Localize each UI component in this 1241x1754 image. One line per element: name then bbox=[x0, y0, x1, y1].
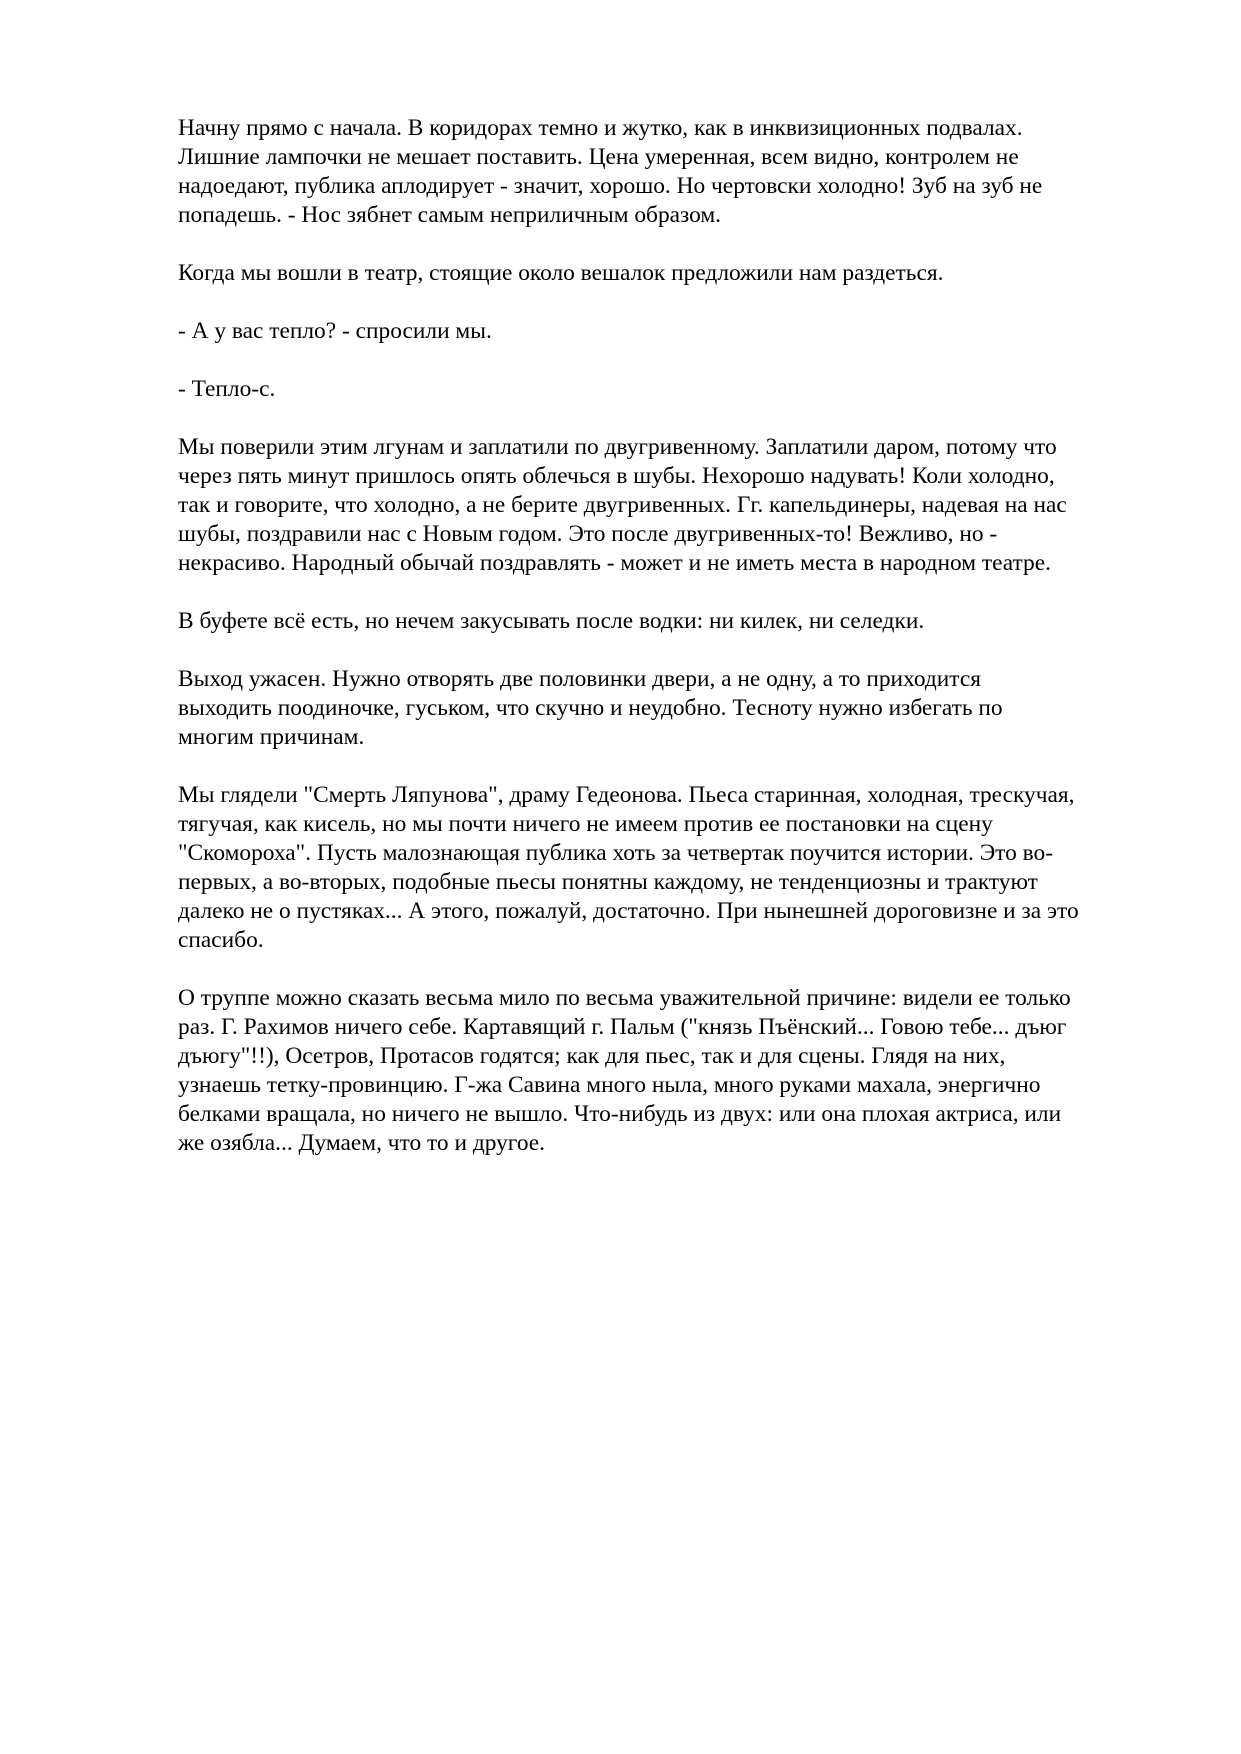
paragraph-exit bbox=[178, 665, 1163, 752]
text-line: через пять минут пришлось опять облечься в шубы. Нехорошо надувать! Коли холодно, bbox=[178, 463, 1055, 489]
text-line: Когда мы вошли в театр, стоящие около вешалок предложили нам раздеться. bbox=[178, 260, 944, 286]
paragraph-troupe bbox=[178, 984, 1163, 1158]
paragraph-dialogue-question bbox=[178, 317, 1163, 346]
paragraph-cloakroom bbox=[178, 433, 1163, 578]
text-line: некрасиво. Народный обычай поздравлять - может и не иметь места в народном театре. bbox=[178, 550, 1051, 576]
text-line: же озябла... Думаем, что то и другое. bbox=[178, 1130, 546, 1156]
text-line: Мы глядели "Смерть Ляпунова", драму Гедеонова. Пьеса старинная, холодная, трескучая, bbox=[178, 782, 1075, 808]
text-line: "Скомороха". Пусть малознающая публика хоть за четвертак поучится истории. Это во- bbox=[178, 840, 1053, 866]
text-line: многим причинам. bbox=[178, 724, 365, 750]
paragraph-play bbox=[178, 781, 1163, 955]
text-line: надоедают, публика аплодирует - значит, хорошо. Но чертовски холодно! Зуб на зуб не bbox=[178, 173, 1043, 199]
text-line: так и говорите, что холодно, а не берите двугривенных. Гг. капельдинеры, надевая на нас bbox=[178, 492, 1067, 518]
text-line: первых, а во-вторых, подобные пьесы понятны каждому, не тенденциозны и трактуют bbox=[178, 869, 1038, 895]
text-line: - А у вас тепло? - спросили мы. bbox=[178, 318, 492, 344]
paragraph-entrance bbox=[178, 259, 1163, 288]
text-line: выходить поодиночке, гуськом, что скучно и неудобно. Тесноту нужно избегать по bbox=[178, 695, 1003, 721]
paragraph-intro bbox=[178, 114, 1163, 230]
text-line: В буфете всё есть, но нечем закусывать после водки: ни килек, ни селедки. bbox=[178, 608, 925, 634]
paragraph-buffet bbox=[178, 607, 1163, 636]
text-line: Начну прямо с начала. В коридорах темно и жутко, как в инквизиционных подвалах. bbox=[178, 115, 1023, 141]
text-line: Лишние лампочки не мешает поставить. Цена умеренная, всем видно, контролем не bbox=[178, 144, 1019, 170]
text-line: Выход ужасен. Нужно отворять две половинки двери, а не одну, а то приходится bbox=[178, 666, 981, 692]
text-line: попадешь. - Нос зябнет самым неприличным образом. bbox=[178, 202, 722, 228]
text-line: далеко не о пустяках... А этого, пожалуй, достаточно. При нынешней дороговизне и за это bbox=[178, 898, 1079, 924]
text-line: белками вращала, но ничего не вышло. Что-нибудь из двух: или она плохая актриса, или bbox=[178, 1101, 1062, 1127]
text-line: тягучая, как кисель, но мы почти ничего не имеем против ее постановки на сцену bbox=[178, 811, 993, 837]
text-line: дъюгу"!!), Осетров, Протасов годятся; как для пьес, так и для сцены. Глядя на них, bbox=[178, 1043, 1006, 1069]
text-line: раз. Г. Рахимов ничего себе. Картавящий г. Пальм ("князь Пъёнский... Говою тебе... дъюг bbox=[178, 1014, 1067, 1040]
text-line: - Тепло-с. bbox=[178, 376, 276, 402]
text-line: Мы поверили этим лгунам и заплатили по двугривенному. Заплатили даром, потому что bbox=[178, 434, 1057, 460]
text-line: О труппе можно сказать весьма мило по весьма уважительной причине: видели ее только bbox=[178, 985, 1071, 1011]
document-body bbox=[178, 114, 1163, 1187]
text-line: спасибо. bbox=[178, 927, 264, 953]
paragraph-dialogue-answer bbox=[178, 375, 1163, 404]
text-line: узнаешь тетку-провинцию. Г-жа Савина много ныла, много руками махала, энергично bbox=[178, 1072, 1041, 1098]
text-line: шубы, поздравили нас с Новым годом. Это после двугривенных-то! Вежливо, но - bbox=[178, 521, 998, 547]
